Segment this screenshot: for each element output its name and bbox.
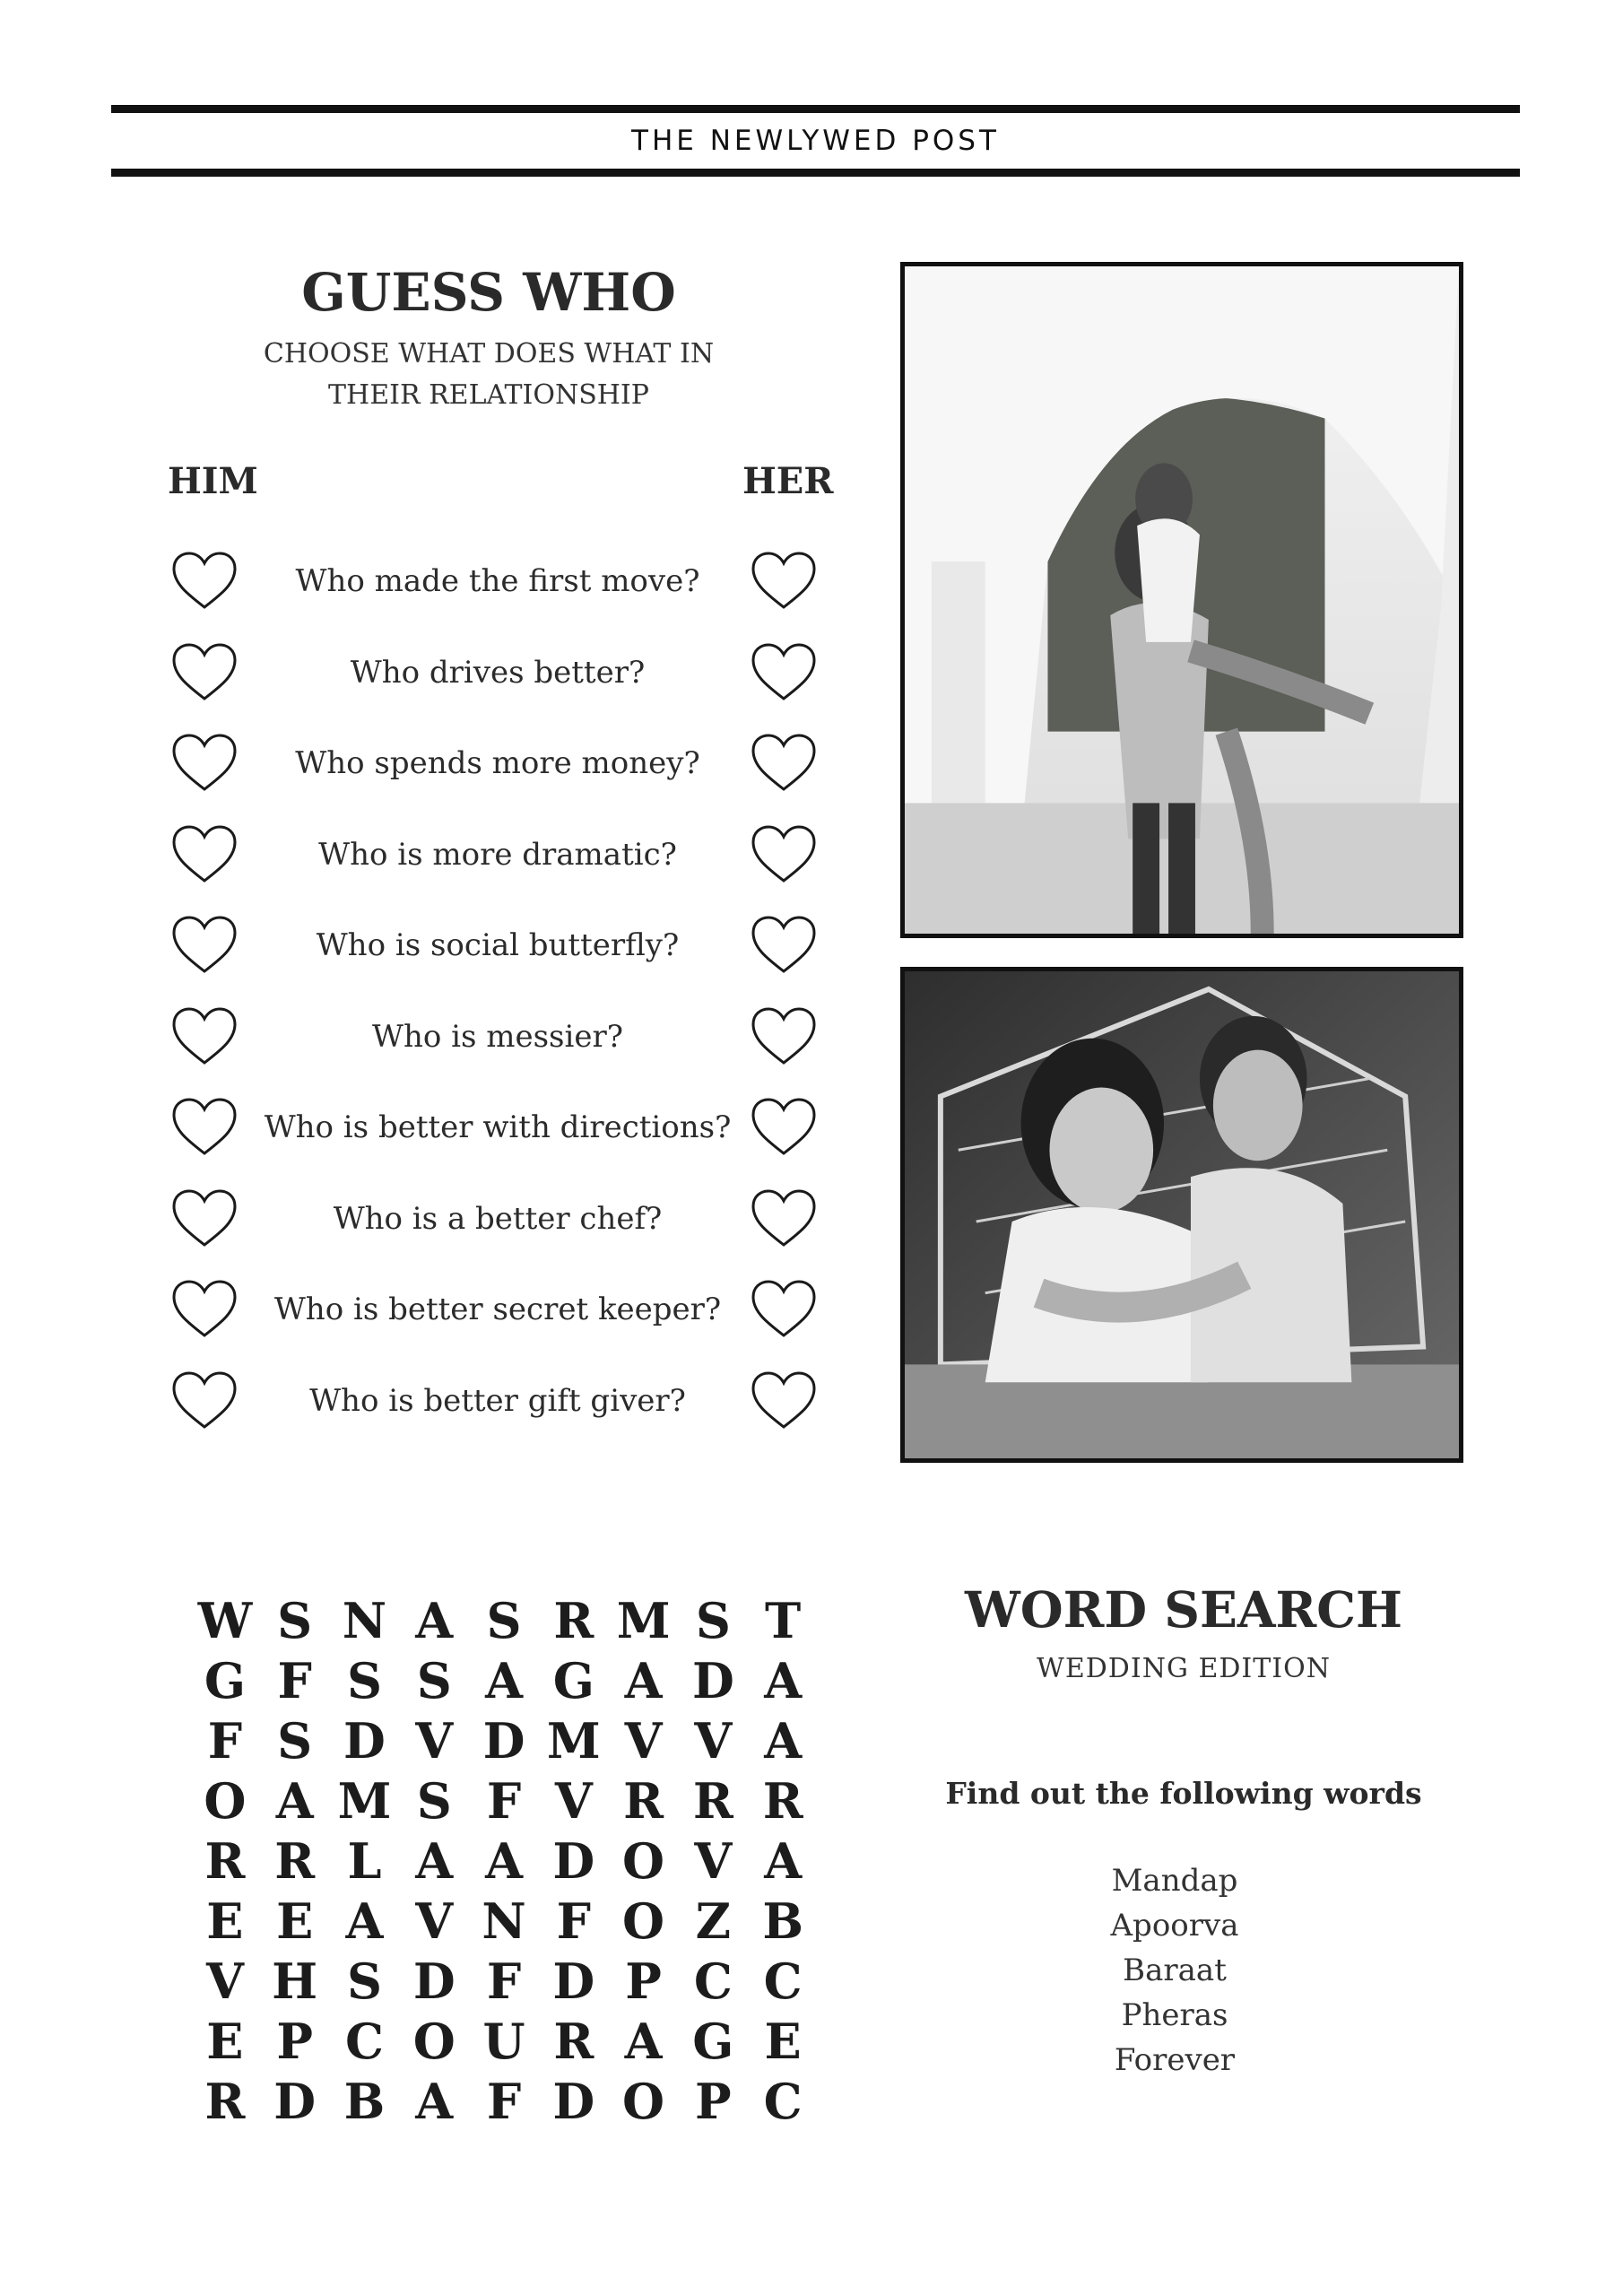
grid-letter[interactable]: Z: [695, 1892, 732, 1950]
grid-letter[interactable]: D: [552, 2073, 595, 2130]
grid-letter[interactable]: R: [204, 1832, 246, 1890]
guess-who-title: GUESS WHO: [301, 262, 676, 323]
question-row: [170, 999, 825, 1071]
grid-row: [190, 1771, 818, 1831]
masthead-top-rule: [111, 105, 1520, 113]
her-heart-icon[interactable]: [750, 1187, 818, 1248]
her-heart-icon[interactable]: [750, 1005, 818, 1066]
grid-letter[interactable]: S: [346, 1652, 382, 1709]
guess-who-subtitle-line-2: THEIR RELATIONSHIP: [328, 379, 649, 411]
question-row: [170, 1090, 825, 1161]
grid-letter[interactable]: H: [272, 1952, 318, 2010]
grid-letter[interactable]: M: [337, 1772, 392, 1830]
her-heart-icon[interactable]: [750, 1278, 818, 1339]
question-text: Who spends more money?: [295, 745, 700, 781]
grid-letter[interactable]: O: [622, 1832, 665, 1890]
grid-letter[interactable]: A: [764, 1832, 803, 1890]
grid-letter[interactable]: O: [204, 1772, 247, 1830]
grid-letter[interactable]: N: [482, 1892, 526, 1950]
grid-letter[interactable]: P: [695, 2073, 732, 2130]
grid-letter[interactable]: F: [277, 1652, 312, 1709]
her-heart-icon[interactable]: [750, 641, 818, 702]
grid-letter[interactable]: V: [415, 1892, 454, 1950]
grid-row: [190, 1831, 818, 1892]
grid-letter[interactable]: A: [764, 1712, 803, 1770]
question-row: [170, 544, 825, 615]
grid-letter[interactable]: F: [207, 1712, 243, 1770]
grid-letter[interactable]: P: [276, 2013, 313, 2070]
grid-letter[interactable]: D: [482, 1712, 525, 1770]
grid-letter[interactable]: E: [206, 1892, 244, 1950]
grid-letter[interactable]: R: [204, 2073, 246, 2130]
grid-letter[interactable]: F: [556, 1892, 591, 1950]
grid-letter[interactable]: O: [622, 1892, 665, 1950]
question-text: Who is a better chef?: [333, 1200, 663, 1237]
grid-letter[interactable]: E: [276, 1892, 314, 1950]
grid-letter[interactable]: V: [554, 1772, 593, 1830]
grid-letter[interactable]: M: [616, 1592, 671, 1649]
word-search-word: Mandap: [1111, 1863, 1238, 1899]
grid-row: [190, 1651, 818, 1711]
her-heart-icon[interactable]: [750, 1370, 818, 1431]
grid-letter[interactable]: E: [764, 2013, 802, 2070]
masthead-title: THE NEWLYWED POST: [631, 125, 1000, 157]
grid-letter[interactable]: A: [415, 2073, 454, 2130]
question-text: Who drives better?: [350, 654, 646, 691]
grid-letter[interactable]: R: [553, 1592, 595, 1649]
grid-letter[interactable]: D: [691, 1652, 734, 1709]
grid-letter[interactable]: G: [552, 1652, 595, 1709]
grid-letter[interactable]: A: [485, 1652, 523, 1709]
word-search-subtitle: WEDDING EDITION: [1037, 1653, 1331, 1684]
word-search-grid: [190, 1591, 818, 2132]
grid-letter[interactable]: A: [415, 1832, 454, 1890]
grid-letter[interactable]: D: [552, 1832, 595, 1890]
question-row: [170, 726, 825, 797]
grid-letter[interactable]: A: [415, 1592, 454, 1649]
grid-letter[interactable]: S: [486, 1592, 522, 1649]
grid-letter[interactable]: B: [762, 1892, 803, 1950]
word-search-title: WORD SEARCH: [965, 1580, 1402, 1639]
her-heart-icon[interactable]: [750, 732, 818, 793]
question-text: Who made the first move?: [295, 563, 700, 599]
grid-letter[interactable]: R: [553, 2013, 595, 2070]
question-row: [170, 635, 825, 707]
grid-letter[interactable]: R: [762, 1772, 803, 1830]
grid-letter[interactable]: V: [624, 1712, 663, 1770]
grid-letter[interactable]: O: [412, 2013, 456, 2070]
question-text: Who is social butterfly?: [316, 927, 680, 963]
grid-letter[interactable]: G: [204, 1652, 246, 1709]
grid-letter[interactable]: A: [275, 1772, 314, 1830]
question-row: [170, 1363, 825, 1435]
question-text: Who is more dramatic?: [318, 836, 677, 873]
grid-letter[interactable]: V: [415, 1712, 454, 1770]
grid-letter[interactable]: A: [764, 1652, 803, 1709]
grid-letter[interactable]: F: [486, 1952, 522, 2010]
word-search-instruction: Find out the following words: [945, 1776, 1422, 1811]
grid-letter[interactable]: S: [416, 1772, 452, 1830]
grid-letter[interactable]: U: [482, 2013, 525, 2070]
grid-letter[interactable]: M: [546, 1712, 601, 1770]
grid-letter[interactable]: V: [694, 1832, 733, 1890]
grid-row: [190, 1892, 818, 1952]
grid-letter[interactable]: P: [625, 1952, 662, 2010]
grid-letter[interactable]: A: [485, 1832, 523, 1890]
grid-letter[interactable]: V: [694, 1712, 733, 1770]
grid-row: [190, 1591, 818, 1651]
guess-who-subtitle-line-1: CHOOSE WHAT DOES WHAT IN: [263, 338, 715, 370]
word-search-word: Baraat: [1123, 1952, 1227, 1988]
grid-letter[interactable]: G: [692, 2013, 734, 2070]
her-column-label: HER: [742, 460, 834, 502]
question-row: [170, 1181, 825, 1253]
word-search-word: Apoorva: [1110, 1908, 1239, 1944]
grid-row: [190, 2012, 818, 2072]
question-text: Who is better secret keeper?: [273, 1292, 722, 1327]
couple-photo-lift: [900, 262, 1463, 938]
grid-letter[interactable]: T: [765, 1592, 802, 1649]
guess-who-subtitle: [179, 334, 798, 416]
her-heart-icon[interactable]: [750, 1096, 818, 1157]
question-row: [170, 908, 825, 979]
grid-letter[interactable]: A: [345, 1892, 384, 1950]
her-heart-icon[interactable]: [750, 914, 818, 975]
grid-row: [190, 1952, 818, 2012]
couple-photo-hug: [900, 967, 1463, 1463]
grid-letter[interactable]: C: [763, 2073, 803, 2130]
word-search-word-list: [1022, 1858, 1327, 2083]
grid-letter[interactable]: S: [346, 1952, 382, 2010]
grid-letter[interactable]: B: [343, 2073, 386, 2130]
grid-letter[interactable]: A: [624, 2013, 663, 2070]
grid-letter[interactable]: S: [695, 1592, 731, 1649]
question-row: [170, 1272, 825, 1344]
word-search-word: Forever: [1114, 2042, 1236, 2078]
masthead-bottom-rule: [111, 169, 1520, 177]
question-row: [170, 817, 825, 889]
grid-letter[interactable]: R: [623, 1772, 664, 1830]
grid-row: [190, 1711, 818, 1771]
grid-letter[interactable]: W: [197, 1592, 253, 1649]
grid-letter[interactable]: O: [622, 2073, 665, 2130]
question-text: Who is better with directions?: [264, 1109, 732, 1145]
grid-letter[interactable]: E: [206, 2013, 244, 2070]
grid-letter[interactable]: R: [692, 1772, 733, 1830]
grid-row: [190, 2072, 818, 2132]
grid-letter[interactable]: C: [344, 2013, 384, 2070]
grid-letter[interactable]: S: [416, 1652, 452, 1709]
grid-letter[interactable]: D: [412, 1952, 456, 2010]
grid-letter[interactable]: F: [486, 2073, 522, 2130]
grid-letter[interactable]: F: [486, 1772, 522, 1830]
her-heart-icon[interactable]: [750, 823, 818, 884]
grid-letter[interactable]: C: [693, 1952, 733, 2010]
grid-letter[interactable]: D: [343, 1712, 386, 1770]
grid-letter[interactable]: V: [205, 1952, 244, 2010]
grid-letter[interactable]: R: [274, 1832, 316, 1890]
grid-letter[interactable]: D: [273, 2073, 317, 2130]
grid-letter[interactable]: S: [277, 1712, 313, 1770]
her-heart-icon[interactable]: [750, 550, 818, 611]
him-column-label: HIM: [168, 460, 258, 502]
word-search-word: Pheras: [1121, 1997, 1228, 2033]
grid-letter[interactable]: C: [763, 1952, 803, 2010]
grid-letter[interactable]: L: [347, 1832, 382, 1890]
question-text: Who is better gift giver?: [309, 1382, 686, 1419]
question-text: Who is messier?: [372, 1018, 623, 1055]
grid-letter[interactable]: D: [552, 1952, 595, 2010]
grid-letter[interactable]: A: [624, 1652, 663, 1709]
grid-letter[interactable]: S: [277, 1592, 313, 1649]
grid-letter[interactable]: N: [342, 1592, 387, 1649]
